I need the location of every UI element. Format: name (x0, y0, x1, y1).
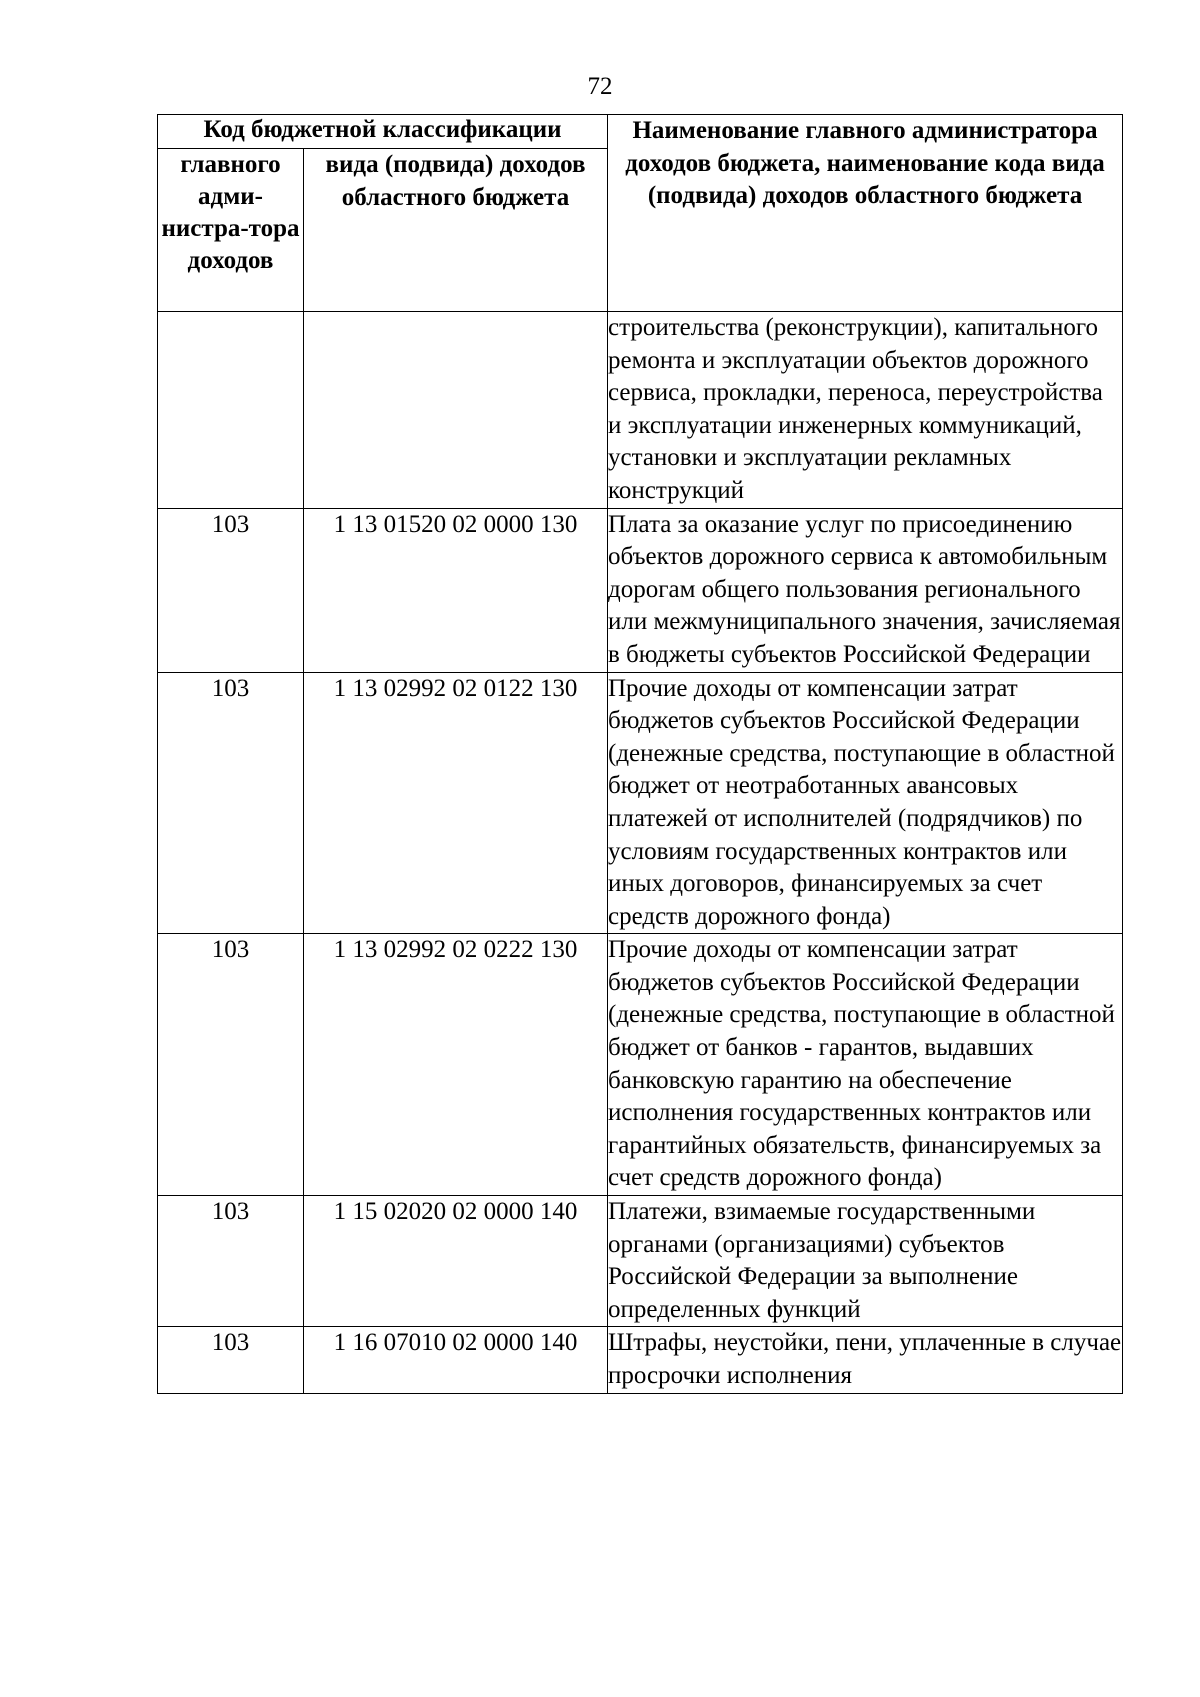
revenue-name-cell: Прочие доходы от компенсации затрат бюджетов субъектов Российской Федерации (денежные средства, поступающие в областной бюджет от неотработанных авансовых платежей от исполнителей (подрядчиков) по условиям государственных контрактов или иных договоров, финансируемых за счет средств дорожного фонда) (608, 672, 1123, 934)
header-admin-text: главного адми-нистра-тора доходов (161, 151, 300, 274)
header-kind-text: вида (подвида) доходов областного бюджета (325, 151, 586, 211)
header-name-column (608, 115, 1123, 312)
page-number: 72 (587, 73, 613, 100)
table-header-row (158, 115, 1123, 149)
table-row (158, 672, 1123, 934)
revenue-code-cell: 1 15 02020 02 0000 140 (304, 1196, 608, 1327)
admin-code-cell: 103 (158, 672, 304, 934)
header-kind-column (304, 149, 608, 312)
admin-code-cell (158, 312, 304, 509)
table-row (158, 312, 1123, 509)
admin-code-cell: 103 (158, 1327, 304, 1393)
revenue-name-cell: Штрафы, неустойки, пени, уплаченные в случае просрочки исполнения (608, 1327, 1123, 1393)
header-name-text: Наименование главного администратора доходов бюджета, наименование кода вида (подвида) доходов областного бюджета (625, 117, 1105, 209)
admin-code-cell: 103 (158, 934, 304, 1196)
revenue-code-cell (304, 312, 608, 509)
revenue-name-cell: Плата за оказание услуг по присоединению объектов дорожного сервиса к автомобильным дорогам общего пользования регионального или межмуниципального значения, зачисляемая в бюджеты субъектов Российской Федерации (608, 508, 1123, 672)
table-row (158, 1327, 1123, 1393)
budget-classification-table (157, 114, 1123, 1394)
revenue-code-cell: 1 16 07010 02 0000 140 (304, 1327, 608, 1393)
revenue-code-cell: 1 13 02992 02 0222 130 (304, 934, 608, 1196)
table-row (158, 934, 1123, 1196)
header-admin-column (158, 149, 304, 312)
revenue-name-cell: Прочие доходы от компенсации затрат бюджетов субъектов Российской Федерации (денежные средства, поступающие в областной бюджет от банков - гарантов, выдавших банковскую гарантию на обеспечение исполнения государственных контрактов или гарантийных обязательств, финансируемых за счет средств дорожного фонда) (608, 934, 1123, 1196)
admin-code-cell: 103 (158, 1196, 304, 1327)
admin-code-cell: 103 (158, 508, 304, 672)
revenue-code-cell: 1 13 01520 02 0000 130 (304, 508, 608, 672)
revenue-name-cell: строительства (реконструкции), капитального ремонта и эксплуатации объектов дорожного сервиса, прокладки, переноса, переустройства и эксплуатации инженерных коммуникаций, установки и эксплуатации рекламных конструкций (608, 312, 1123, 509)
revenue-code-cell: 1 13 02992 02 0122 130 (304, 672, 608, 934)
header-budget-code-group: Код бюджетной классификации (158, 115, 608, 149)
revenue-name-cell: Платежи, взимаемые государственными органами (организациями) субъектов Российской Федерации за выполнение определенных функций (608, 1196, 1123, 1327)
table-row (158, 1196, 1123, 1327)
table-row (158, 508, 1123, 672)
